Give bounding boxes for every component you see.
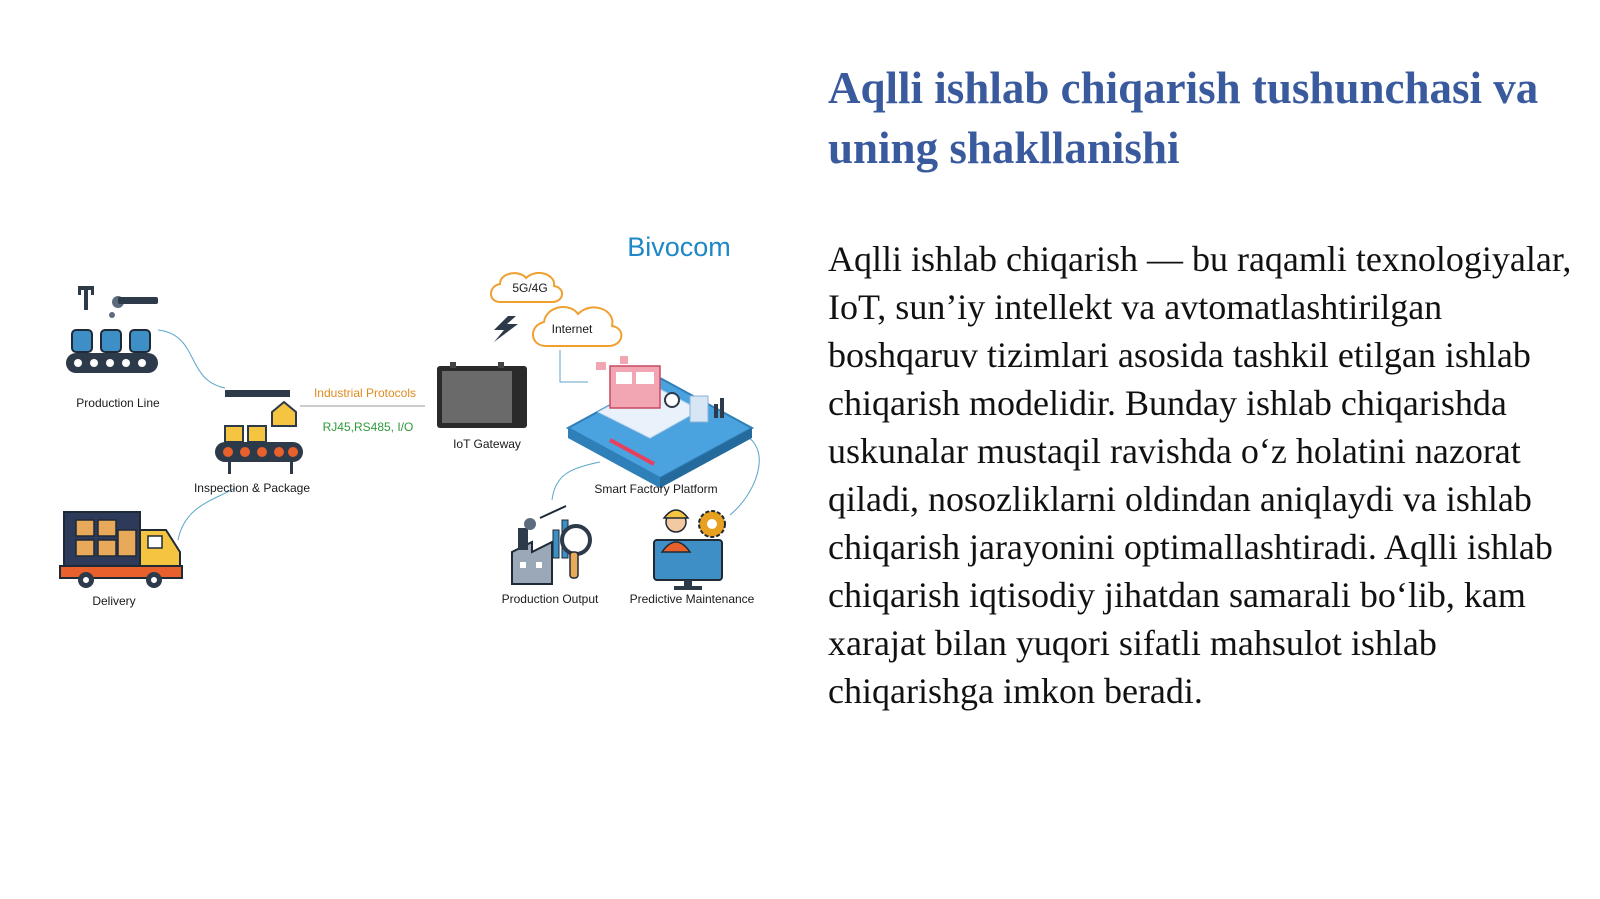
internet-cloud-label: Internet <box>551 322 593 336</box>
delivery-label: Delivery <box>92 594 136 608</box>
industrial-protocols-label: Industrial Protocols <box>313 386 417 400</box>
smart-factory-label: Smart Factory Platform <box>594 482 718 496</box>
inspection-package-label: Inspection & Package <box>193 481 311 495</box>
delivery-truck-icon <box>60 512 182 588</box>
lightning-icon <box>494 316 518 342</box>
conveyor-icon <box>66 330 158 373</box>
iot-gateway-label: IoT Gateway <box>453 437 521 451</box>
gateway-device-icon <box>437 362 527 428</box>
production-line-icon <box>66 286 158 373</box>
slide-title: Aqlli ishlab chiqarish tushunchasi va uning shakllanishi <box>828 63 1539 173</box>
network-cloud-label: 5G/4G <box>512 281 548 295</box>
factory-platform-icon <box>568 356 752 488</box>
robot-arm-icon <box>78 286 158 318</box>
bivocom-logo: Bivocom <box>627 232 731 262</box>
production-line-label: Production Line <box>76 396 160 410</box>
ports-label: RJ45,RS485, I/O <box>322 420 414 434</box>
factory-chart-icon <box>512 506 590 584</box>
production-output-label: Production Output <box>501 592 599 606</box>
predictive-maintenance-label: Predictive Maintenance <box>629 592 755 606</box>
package-inspection-icon <box>215 390 303 474</box>
slide-body-text: Aqlli ishlab chiqarish — bu raqamli texnologiyalar, IoT, sun’iy intellekt va avtomatlashtirilgan boshqaruv tizimlari asosida tashkil etilgan ishlab chiqarish modelidir. Bunday ishlab chiqarishda uskunalar mustaqil ravishda o‘z holatini nazorat qiladi, nosozliklarni oldindan aniqlaydi va ishlab chiqarish jarayonini optimallashtiradi. Aqlli ishlab chiqarish iqtisodiy jihatdan samarali bo‘lib, kam xarajat bilan yuqori sifatli mahsulot ishlab chiqarishga imkon beradi. <box>828 239 1572 711</box>
engineer-gear-icon <box>654 510 725 590</box>
